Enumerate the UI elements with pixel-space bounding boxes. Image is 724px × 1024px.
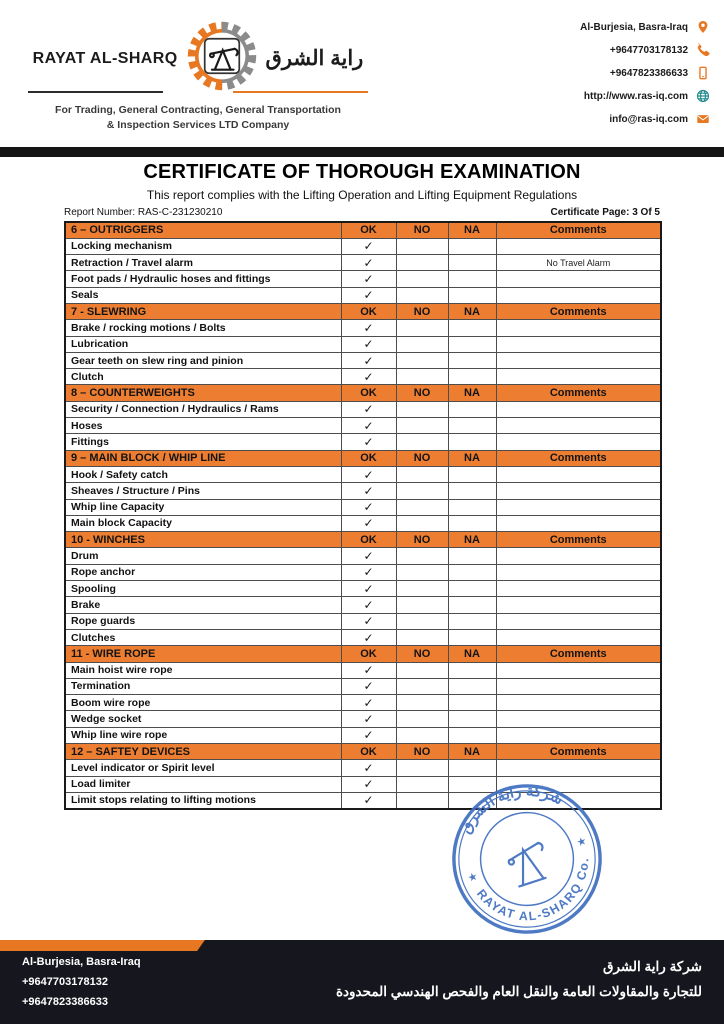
checklist-row (65, 499, 661, 515)
checklist-row (65, 483, 661, 499)
envelope-icon (696, 112, 710, 126)
column-header-no: NO (396, 385, 448, 401)
comment-cell (496, 466, 661, 482)
ok-cell: ✓ (341, 792, 396, 808)
checklist-item-label: Spooling (65, 581, 341, 597)
company-name-arabic: راية الشرق (265, 47, 364, 70)
comment-cell (496, 613, 661, 629)
checklist-row (65, 434, 661, 450)
checklist-row (65, 418, 661, 434)
ok-cell: ✓ (341, 776, 396, 792)
no-cell (396, 711, 448, 727)
no-cell (396, 776, 448, 792)
location-pin-icon (696, 20, 710, 34)
ok-cell: ✓ (341, 369, 396, 385)
checklist-row (65, 369, 661, 385)
comment-cell (496, 287, 661, 303)
column-header-comments: Comments (496, 744, 661, 760)
column-header-comments: Comments (496, 222, 661, 238)
ok-cell: ✓ (341, 662, 396, 678)
na-cell (448, 255, 496, 271)
na-cell (448, 613, 496, 629)
checklist-row (65, 613, 661, 629)
ok-cell: ✓ (341, 760, 396, 776)
comment-cell (496, 238, 661, 254)
checklist-item-label: Clutches (65, 629, 341, 645)
no-cell (396, 564, 448, 580)
mobile-phone-icon (696, 66, 710, 80)
company-tagline (28, 103, 368, 132)
footer-description-arabic: للتجارة والمقاولات العامة والنقل العام والفحص الهندسي المحدودة (335, 983, 702, 999)
no-cell (396, 369, 448, 385)
tagline-line2: & Inspection Services LTD Company (106, 118, 290, 131)
column-header-comments: Comments (496, 646, 661, 662)
na-cell (448, 515, 496, 531)
checklist-item-label: Rope guards (65, 613, 341, 629)
checklist-item-label: Termination (65, 678, 341, 694)
checklist-item-label: Brake / rocking motions / Bolts (65, 320, 341, 336)
contact-phone1: +9647703178132 (609, 44, 688, 56)
na-cell (448, 499, 496, 515)
contact-phone2: +9647823386633 (609, 67, 688, 79)
stamp-english-text: RAYAT AL-SHARQ Co. (473, 856, 592, 924)
header-divider-bar (0, 147, 724, 157)
comment-cell (496, 727, 661, 743)
comment-cell (496, 336, 661, 352)
column-header-ok: OK (341, 646, 396, 662)
checklist-body (65, 222, 661, 809)
checklist-item-label: Foot pads / Hydraulic hoses and fittings (65, 271, 341, 287)
checklist-item-label: Boom wire rope (65, 695, 341, 711)
company-logo-block (28, 20, 368, 132)
no-cell (396, 695, 448, 711)
ok-cell: ✓ (341, 564, 396, 580)
section-header-row (65, 646, 661, 662)
ok-cell: ✓ (341, 238, 396, 254)
comment-cell (496, 629, 661, 645)
ok-cell: ✓ (341, 711, 396, 727)
no-cell (396, 418, 448, 434)
checklist-item-label: Gear teeth on slew ring and pinion (65, 352, 341, 368)
ok-cell: ✓ (341, 548, 396, 564)
no-cell (396, 662, 448, 678)
ok-cell: ✓ (341, 629, 396, 645)
checklist-row (65, 238, 661, 254)
section-title: 9 – MAIN BLOCK / WHIP LINE (65, 450, 341, 466)
ok-cell: ✓ (341, 613, 396, 629)
certificate-subtitle: This report complies with the Lifting Operation and Lifting Equipment Regulations (146, 188, 578, 202)
na-cell (448, 401, 496, 417)
section-header-row (65, 450, 661, 466)
no-cell (396, 336, 448, 352)
comment-cell (496, 418, 661, 434)
na-cell (448, 369, 496, 385)
na-cell (448, 548, 496, 564)
comment-cell (496, 695, 661, 711)
ok-cell: ✓ (341, 727, 396, 743)
checklist-item-label: Hook / Safety catch (65, 466, 341, 482)
checklist-row (65, 271, 661, 287)
checklist-row (65, 255, 661, 271)
checklist-row (65, 401, 661, 417)
comment-cell (496, 369, 661, 385)
checklist-row (65, 548, 661, 564)
ok-cell: ✓ (341, 597, 396, 613)
column-header-ok: OK (341, 222, 396, 238)
checklist-item-label: Rope anchor (65, 564, 341, 580)
report-info-line (64, 207, 660, 218)
column-header-ok: OK (341, 385, 396, 401)
footer-phone1: +9647703178132 (22, 975, 108, 988)
na-cell (448, 760, 496, 776)
checklist-item-label: Retraction / Travel alarm (65, 255, 341, 271)
no-cell (396, 320, 448, 336)
column-header-no: NO (396, 450, 448, 466)
column-header-na: NA (448, 222, 496, 238)
comment-cell (496, 662, 661, 678)
section-header-row (65, 222, 661, 238)
checklist-row (65, 336, 661, 352)
contact-address: Al-Burjesia, Basra-Iraq (580, 21, 688, 33)
na-cell (448, 483, 496, 499)
column-header-na: NA (448, 744, 496, 760)
checklist-row (65, 320, 661, 336)
company-logo-gear-icon (186, 20, 258, 97)
contact-email-row[interactable] (510, 112, 710, 126)
no-cell (396, 597, 448, 613)
na-cell (448, 711, 496, 727)
page-footer (0, 940, 724, 1024)
na-cell (448, 434, 496, 450)
na-cell (448, 336, 496, 352)
no-cell (396, 287, 448, 303)
company-name: RAYAT AL-SHARQ (32, 49, 178, 67)
section-title: 6 – OUTRIGGERS (65, 222, 341, 238)
na-cell (448, 287, 496, 303)
comment-cell (496, 483, 661, 499)
stamp-arabic-text: شركة راية الشرق (457, 783, 566, 837)
ok-cell: ✓ (341, 255, 396, 271)
ok-cell: ✓ (341, 336, 396, 352)
no-cell (396, 434, 448, 450)
column-header-comments: Comments (496, 303, 661, 319)
checklist-row (65, 711, 661, 727)
certificate-title: CERTIFICATE OF THOROUGH EXAMINATION (143, 161, 581, 183)
checklist-row (65, 695, 661, 711)
na-cell (448, 466, 496, 482)
comment-cell: No Travel Alarm (496, 255, 661, 271)
checklist-row (65, 515, 661, 531)
na-cell (448, 418, 496, 434)
checklist-row (65, 629, 661, 645)
checklist-item-label: Drum (65, 548, 341, 564)
contact-address-row (510, 20, 710, 34)
column-header-comments: Comments (496, 532, 661, 548)
no-cell (396, 548, 448, 564)
phone-icon (696, 43, 710, 57)
no-cell (396, 238, 448, 254)
column-header-ok: OK (341, 303, 396, 319)
section-title: 12 – SAFTEY DEVICES (65, 744, 341, 760)
section-header-row (65, 532, 661, 548)
contact-block (510, 20, 710, 135)
na-cell (448, 564, 496, 580)
footer-contact-block (22, 953, 141, 1012)
no-cell (396, 727, 448, 743)
column-header-ok: OK (341, 450, 396, 466)
footer-address: Al-Burjesia, Basra-Iraq (22, 956, 141, 968)
no-cell (396, 613, 448, 629)
checklist-item-label: Lubrication (65, 336, 341, 352)
checklist-item-label: Security / Connection / Hydraulics / Rams (65, 401, 341, 417)
section-header-row (65, 744, 661, 760)
na-cell (448, 238, 496, 254)
checklist-item-label: Fittings (65, 434, 341, 450)
checklist-item-label: Whip line wire rope (65, 727, 341, 743)
no-cell (396, 255, 448, 271)
no-cell (396, 499, 448, 515)
na-cell (448, 352, 496, 368)
column-header-no: NO (396, 646, 448, 662)
no-cell (396, 483, 448, 499)
no-cell (396, 466, 448, 482)
column-header-no: NO (396, 303, 448, 319)
comment-cell (496, 352, 661, 368)
checklist-item-label: Main block Capacity (65, 515, 341, 531)
stamp-star-right: ★ (575, 834, 589, 850)
checklist-row (65, 597, 661, 613)
na-cell (448, 629, 496, 645)
ok-cell: ✓ (341, 466, 396, 482)
checklist-item-label: Main hoist wire rope (65, 662, 341, 678)
na-cell (448, 597, 496, 613)
checklist-item-label: Wedge socket (65, 711, 341, 727)
column-header-no: NO (396, 532, 448, 548)
section-title: 7 - SLEWRING (65, 303, 341, 319)
checklist-item-label: Locking mechanism (65, 238, 341, 254)
ok-cell: ✓ (341, 418, 396, 434)
checklist-row (65, 727, 661, 743)
contact-phone1-row (510, 43, 710, 57)
section-title: 10 - WINCHES (65, 532, 341, 548)
column-header-no: NO (396, 744, 448, 760)
comment-cell (496, 581, 661, 597)
ok-cell: ✓ (341, 287, 396, 303)
no-cell (396, 678, 448, 694)
column-header-comments: Comments (496, 385, 661, 401)
tagline-line1: For Trading, General Contracting, General Transportation (55, 104, 341, 116)
section-header-row (65, 385, 661, 401)
ok-cell: ✓ (341, 499, 396, 515)
na-cell (448, 695, 496, 711)
checklist-row (65, 581, 661, 597)
no-cell (396, 401, 448, 417)
footer-phone2: +9647823386633 (22, 995, 108, 1008)
checklist-row (65, 352, 661, 368)
section-title: 8 – COUNTERWEIGHTS (65, 385, 341, 401)
report-number: Report Number: RAS-C-231230210 (64, 207, 223, 218)
column-header-na: NA (448, 385, 496, 401)
contact-phone2-row (510, 66, 710, 80)
contact-email[interactable]: info@ras-iq.com (609, 113, 688, 125)
checklist-row (65, 678, 661, 694)
comment-cell (496, 499, 661, 515)
column-header-ok: OK (341, 532, 396, 548)
ok-cell: ✓ (341, 320, 396, 336)
column-header-ok: OK (341, 744, 396, 760)
comment-cell (496, 401, 661, 417)
ok-cell: ✓ (341, 352, 396, 368)
na-cell (448, 727, 496, 743)
comment-cell (496, 564, 661, 580)
contact-website[interactable]: http://www.ras-iq.com (583, 90, 688, 102)
checklist-row (65, 287, 661, 303)
checklist-row (65, 662, 661, 678)
comment-cell (496, 515, 661, 531)
checklist-item-label: Sheaves / Structure / Pins (65, 483, 341, 499)
contact-website-row[interactable] (510, 89, 710, 103)
stamp-star-left: ★ (466, 870, 480, 885)
na-cell (448, 662, 496, 678)
no-cell (396, 581, 448, 597)
ok-cell: ✓ (341, 581, 396, 597)
column-header-na: NA (448, 303, 496, 319)
comment-cell (496, 711, 661, 727)
checklist-row (65, 466, 661, 482)
comment-cell (496, 548, 661, 564)
checklist-item-label: Hoses (65, 418, 341, 434)
no-cell (396, 515, 448, 531)
ok-cell: ✓ (341, 695, 396, 711)
checklist-item-label: Level indicator or Spirit level (65, 760, 341, 776)
comment-cell (496, 434, 661, 450)
footer-orange-accent (0, 940, 205, 951)
section-title: 11 - WIRE ROPE (65, 646, 341, 662)
comment-cell (496, 678, 661, 694)
stamp-derrick-icon (506, 842, 552, 887)
comment-cell (496, 320, 661, 336)
no-cell (396, 760, 448, 776)
column-header-na: NA (448, 532, 496, 548)
checklist-item-label: Clutch (65, 369, 341, 385)
checklist-item-label: Load limiter (65, 776, 341, 792)
footer-arabic-block (336, 955, 702, 1005)
column-header-comments: Comments (496, 450, 661, 466)
na-cell (448, 271, 496, 287)
ok-cell: ✓ (341, 401, 396, 417)
globe-icon (696, 89, 710, 103)
section-header-row (65, 303, 661, 319)
ok-cell: ✓ (341, 483, 396, 499)
na-cell (448, 678, 496, 694)
checklist-row (65, 564, 661, 580)
no-cell (396, 271, 448, 287)
ok-cell: ✓ (341, 515, 396, 531)
column-header-no: NO (396, 222, 448, 238)
comment-cell (496, 271, 661, 287)
checklist-item-label: Seals (65, 287, 341, 303)
no-cell (396, 352, 448, 368)
column-header-na: NA (448, 450, 496, 466)
no-cell (396, 629, 448, 645)
column-header-na: NA (448, 646, 496, 662)
na-cell (448, 320, 496, 336)
na-cell (448, 581, 496, 597)
checklist-item-label: Limit stops relating to lifting motions (65, 792, 341, 808)
checklist-item-label: Brake (65, 597, 341, 613)
comment-cell (496, 597, 661, 613)
checklist-item-label: Whip line Capacity (65, 499, 341, 515)
examination-checklist-table (64, 221, 662, 810)
footer-company-arabic: شركة راية الشرق (602, 959, 702, 974)
ok-cell: ✓ (341, 271, 396, 287)
ok-cell: ✓ (341, 678, 396, 694)
ok-cell: ✓ (341, 434, 396, 450)
certificate-page-label: Certificate Page: 3 Of 5 (550, 207, 660, 218)
